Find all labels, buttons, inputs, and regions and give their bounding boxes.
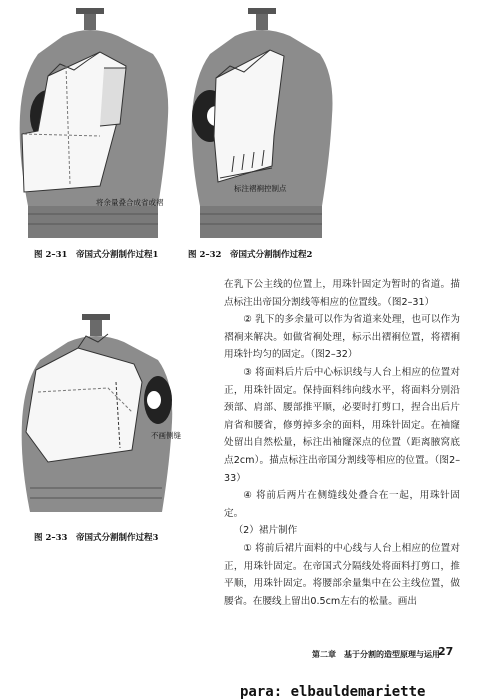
figure-2-33-illustration xyxy=(8,312,188,512)
figure-2-31-label: 将余量叠合成省或褶 xyxy=(96,198,164,207)
figure-2-32-illustration xyxy=(180,6,340,238)
page-number: 27 xyxy=(438,645,454,658)
watermark-text: para: elbauldemariette xyxy=(240,684,426,700)
figure-2-33-label: 不画侧缝 xyxy=(151,431,181,440)
section-heading: （2）裙片制作 xyxy=(233,525,298,537)
figure-2-33-caption: 图 2–33 帝国式分割制作过程3 xyxy=(34,533,159,543)
paragraph-4: ④ 将前后两片在侧缝线处叠合在一起，用珠针固定。 xyxy=(224,490,460,519)
paragraph-5: ① 将前后裙片面料的中心线与人台上相应的位置对正，用珠针固定。在帝国式分隔线处将面料打剪口，推平顺，用珠针固定。将腰部余量集中在公主线位置，做腰省。在腰线上留出0.5cm左右的松量。画出 xyxy=(224,542,460,607)
figure-2-31-caption: 图 2–31 帝国式分割制作过程1 xyxy=(34,250,159,260)
paragraph-3: ③ 将面料后片后中心标识线与人台上相应的位置对正，用珠针固定。保持面料纬向线水平，将面料分别沿颈部、肩部、腰部推平顺，必要时打剪口，捏合出后片肩省和腰省，修剪掉多余的面料，用珠针固定。在袖窿处留出自然松量，标注出袖窿深点的位置（距离腋窝底点2cm）。描点标注出帝国分割线等相应的位置。（图2–33） xyxy=(224,366,460,484)
paragraph-2: ② 乳下的多余量可以作为省道来处理，也可以作为褶裥来解决。如做省裥处理，标示出褶裥位置，将褶裥用珠针均匀的固定。（图2–32） xyxy=(224,314,460,361)
paragraph-1: 在乳下公主线的位置上，用珠针固定为暂时的省道。描点标注出帝国分割线等相应的位置线。（图2–31） xyxy=(224,279,460,308)
chapter-footer: 第二章 基于分割的造型原理与运用 xyxy=(312,649,440,659)
figure-2-32-label: 标注褶裥控制点 xyxy=(234,184,287,193)
figure-2-32-caption: 图 2–32 帝国式分割制作过程2 xyxy=(188,250,313,260)
body-text xyxy=(224,276,460,610)
